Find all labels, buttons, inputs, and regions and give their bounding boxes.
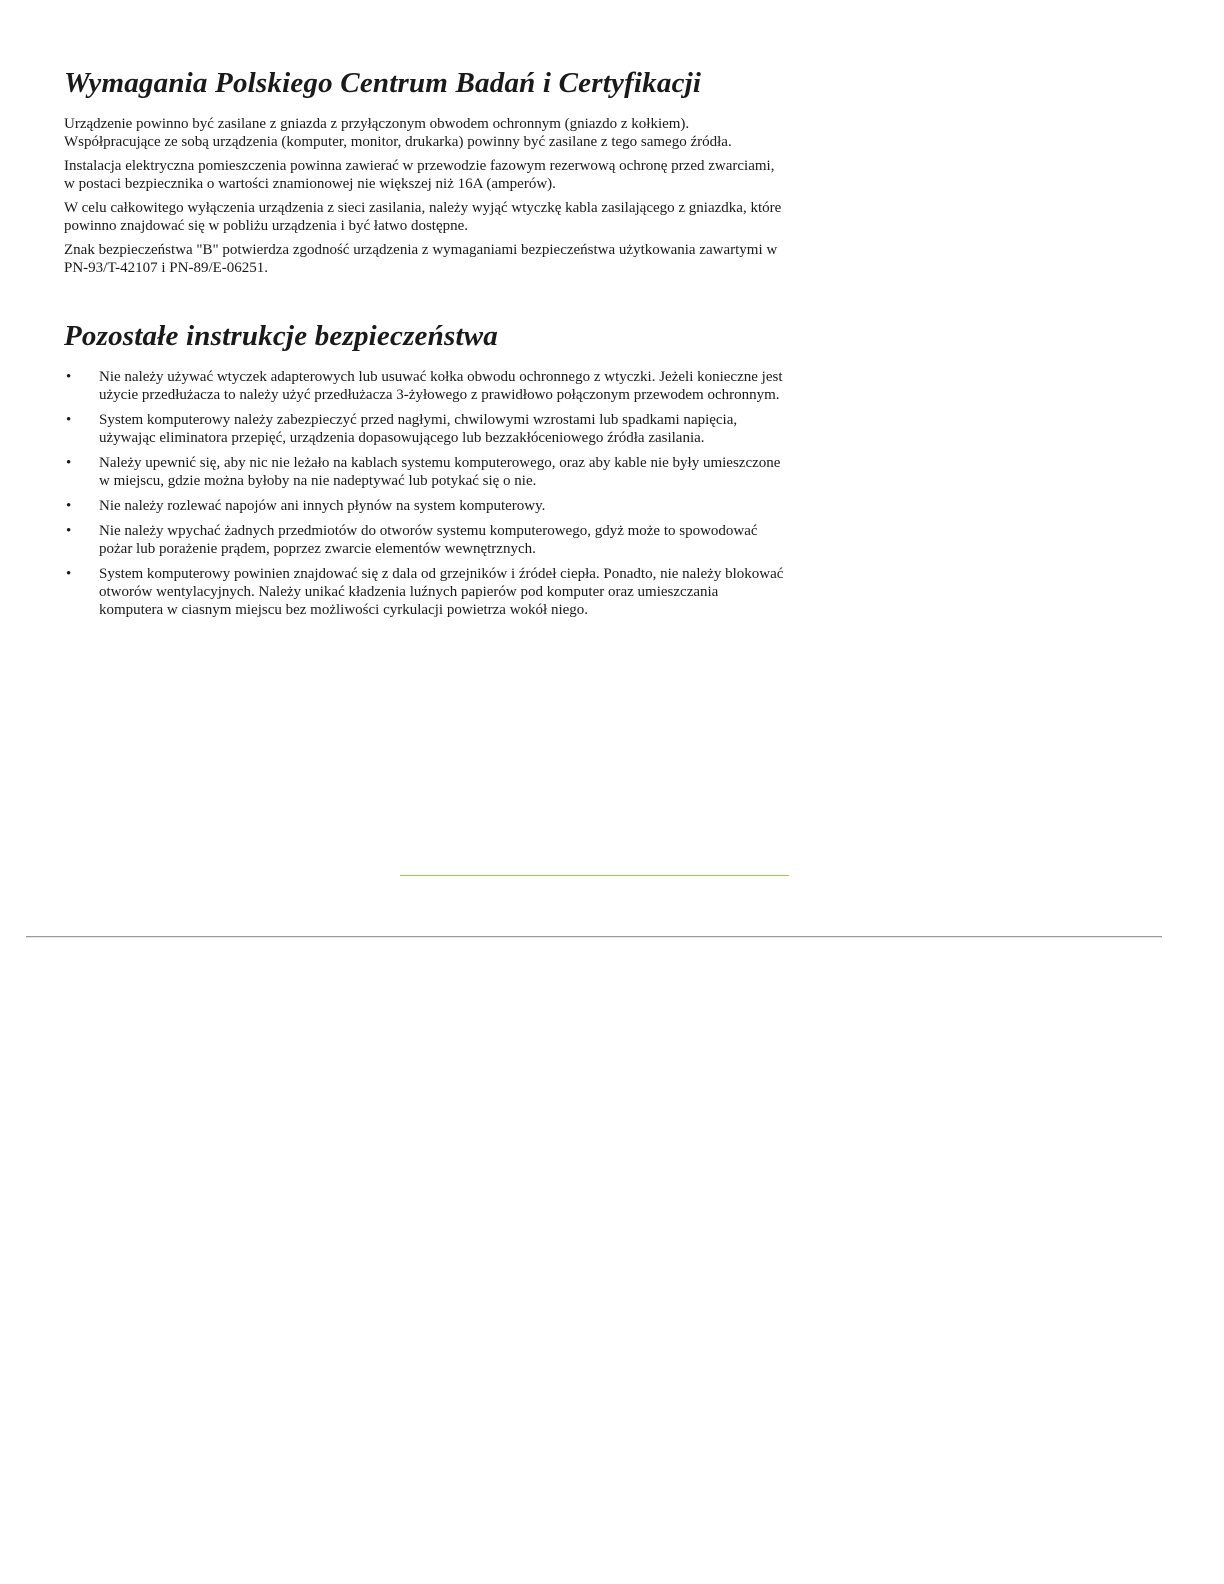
section-title-other-safety: Pozostałe instrukcje bezpieczeństwa	[64, 320, 498, 352]
bullet-icon: •	[66, 523, 72, 539]
list-item	[64, 497, 784, 515]
paragraph: W celu całkowitego wyłączenia urządzenia z sieci zasilania, należy wyjąć wtyczkę kabla zasilającego z gniazdka, które powinno znajdować się w pobliżu urządzenia i być łatwo dostępne.	[64, 200, 782, 234]
document-content	[64, 66, 784, 626]
bullet-icon: •	[66, 412, 72, 428]
safety-bullet-list	[64, 368, 784, 619]
list-item	[64, 368, 784, 404]
list-item	[64, 454, 784, 490]
link-underline[interactable]	[400, 875, 789, 876]
paragraph: Znak bezpieczeństwa "B" potwierdza zgodność urządzenia z wymaganiami bezpieczeństwa użytkowania zawartymi w PN-93/T-42107 i PN-89/E-06251.	[64, 242, 778, 276]
paragraph: Urządzenie powinno być zasilane z gniazda z przyłączonym obwodem ochronnym (gniazdo z kołkiem). Współpracujące ze sobą urządzenia (komputer, monitor, drukarka) powinny być zasilane z tego samego źródła.	[64, 116, 732, 150]
horizontal-divider	[26, 936, 1162, 938]
list-item-text: Należy upewnić się, aby nic nie leżało na kablach systemu komputerowego, oraz aby kable nie były umieszczone w miejscu, gdzie można byłoby na nie nadeptywać lub potykać się o nie.	[99, 455, 781, 489]
list-item	[64, 565, 784, 619]
list-item-text: Nie należy używać wtyczek adapterowych lub usuwać kołka obwodu ochronnego z wtyczki. Jeżeli konieczne jest użycie przedłużacza to należy użyć przedłużacza 3-żyłowego z prawidłowo połączonym przewodem ochronnym.	[99, 369, 783, 403]
list-item-text: Nie należy rozlewać napojów ani innych płynów na system komputerowy.	[99, 498, 546, 514]
bullet-icon: •	[66, 566, 72, 582]
paragraph: Instalacja elektryczna pomieszczenia powinna zawierać w przewodzie fazowym rezerwową ochronę przed zwarciami, w postaci bezpiecznika o wartości znamionowej nie większej niż 16A (amperów).	[64, 158, 775, 192]
list-item	[64, 522, 784, 558]
bullet-icon: •	[66, 498, 72, 514]
list-item-text: System komputerowy powinien znajdować się z dala od grzejników i źródeł ciepła. Ponadto, nie należy blokować otworów wentylacyjnych. Należy unikać kładzenia luźnych papierów pod komputer oraz umieszczania komputera w ciasnym miejscu bez możliwości cyrkulacji powietrza wokół niego.	[99, 566, 784, 618]
list-item-text: System komputerowy należy zabezpieczyć przed nagłymi, chwilowymi wzrostami lub spadkami napięcia, używając eliminatora przepięć, urządzenia dopasowującego lub bezzakłóceniowego źródła zasilania.	[99, 412, 738, 446]
section-title-pcbc: Wymagania Polskiego Centrum Badań i Certyfikacji	[64, 67, 702, 99]
bullet-icon: •	[66, 369, 72, 385]
bullet-icon: •	[66, 455, 72, 471]
list-item	[64, 411, 784, 447]
list-item-text: Nie należy wpychać żadnych przedmiotów do otworów systemu komputerowego, gdyż może to spowodować pożar lub porażenie prądem, poprzez zwarcie elementów wewnętrznych.	[99, 523, 758, 557]
